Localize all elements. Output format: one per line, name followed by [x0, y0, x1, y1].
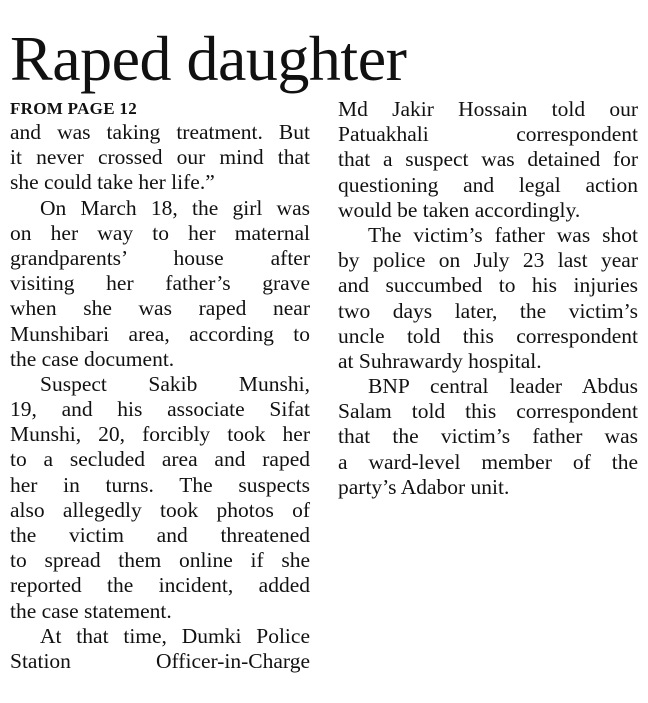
text-line: 19, and his associate Sifat — [10, 397, 310, 422]
text-line: Patuakhali correspondent — [338, 122, 638, 147]
text-line: also allegedly took photos of — [10, 497, 310, 522]
text-line: reported the incident, added — [10, 573, 310, 598]
text-line: BNP central leader Abdus — [368, 374, 638, 399]
text-line: to spread them online if she — [10, 548, 310, 573]
text-line: and succumbed to his injuries — [338, 273, 638, 298]
text-line: her in turns. The suspects — [10, 472, 310, 497]
column-text-right — [338, 97, 638, 500]
text-line: The victim’s father was shot — [368, 222, 638, 247]
text-line: a ward-level member of the — [338, 449, 638, 474]
text-line: visiting her father’s grave — [10, 271, 310, 296]
text-line: grandparents’ house after — [10, 245, 310, 270]
text-line: it never crossed our mind that — [10, 145, 310, 170]
text-line: Suspect Sakib Munshi, — [40, 371, 310, 396]
text-line: when she was raped near — [10, 296, 310, 321]
text-line: to a secluded area and raped — [10, 447, 310, 472]
text-line: Munshi, 20, forcibly took her — [10, 422, 310, 447]
text-line: two days later, the victim’s — [338, 298, 638, 323]
text-line: Salam told this correspondent — [338, 399, 638, 424]
text-line: that the victim’s father was — [338, 424, 638, 449]
text-line: At that time, Dumki Police — [40, 623, 310, 648]
article-column-left — [10, 97, 310, 674]
headline: Raped daughter — [10, 23, 407, 94]
text-line: would be taken accordingly. — [338, 197, 581, 222]
text-line: Md Jakir Hossain told our — [338, 97, 638, 121]
jump-label: FROM PAGE 12 — [10, 99, 137, 118]
text-line: Munshibari area, according to — [10, 321, 310, 346]
text-line: on her way to her maternal — [10, 220, 310, 245]
text-line: and was taking treatment. But — [10, 120, 310, 144]
text-line: that a suspect was detained for — [338, 147, 638, 172]
article-column-right — [338, 97, 638, 500]
text-line: uncle told this correspondent — [338, 323, 638, 348]
text-line: the victim and threatened — [10, 523, 310, 547]
text-line: Station Officer-in-Charge — [10, 648, 310, 673]
text-line: On March 18, the girl was — [40, 195, 310, 220]
text-line: by police on July 23 last year — [338, 248, 638, 273]
text-line: the case statement. — [10, 598, 172, 623]
text-line: she could take her life.” — [10, 170, 215, 195]
text-line: the case document. — [10, 346, 175, 371]
column-text-left — [10, 120, 310, 674]
text-line: at Suhrawardy hospital. — [338, 348, 542, 373]
text-line: party’s Adabor unit. — [338, 474, 510, 499]
text-line: questioning and legal action — [338, 172, 638, 197]
